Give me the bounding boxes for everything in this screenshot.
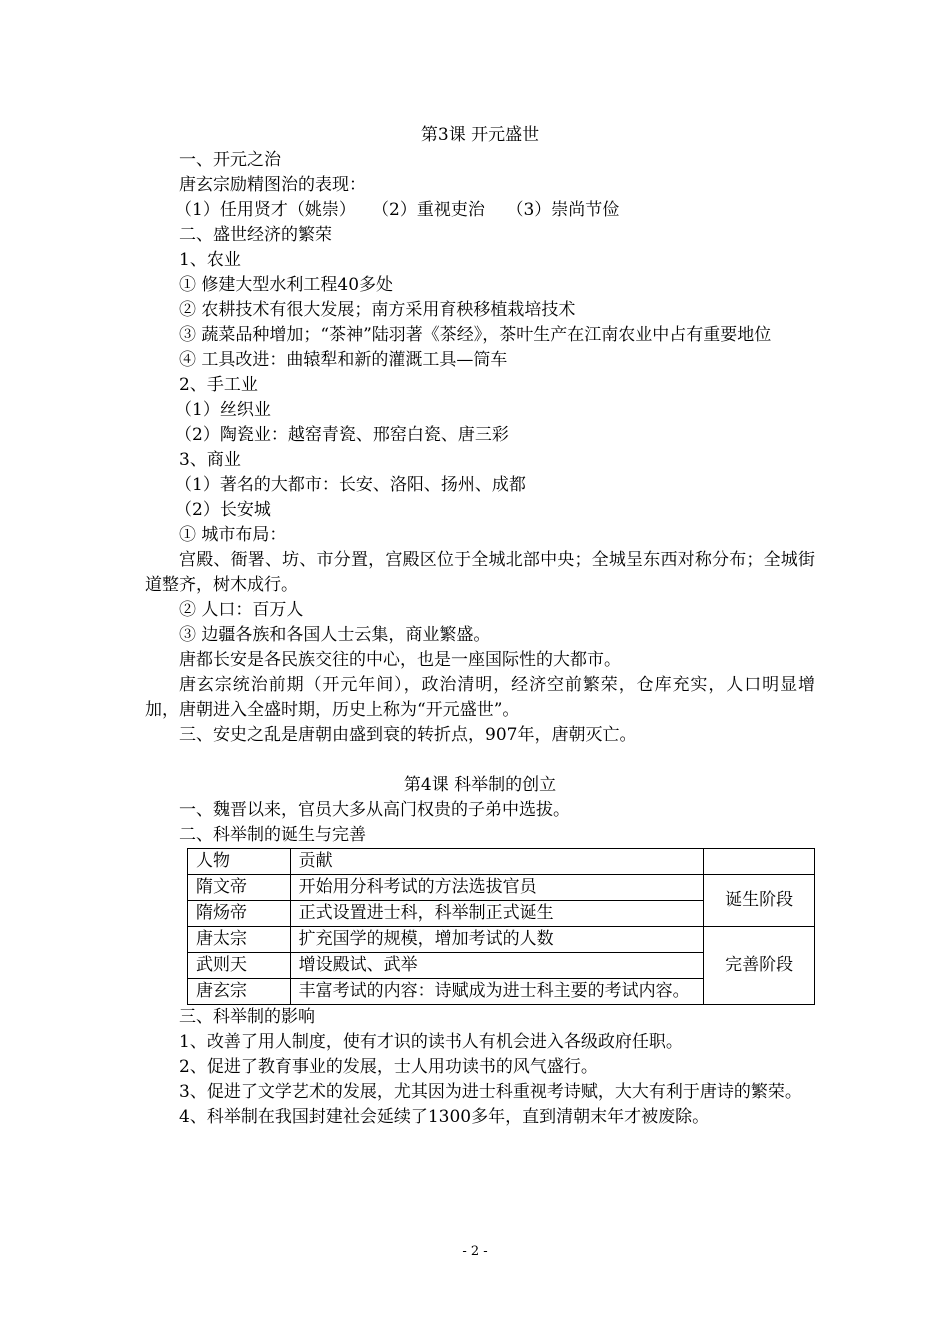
handicraft-item-2: （2）陶瓷业：越窑青瓷、邢窑白瓷、唐三彩 bbox=[175, 425, 509, 445]
commerce-item-1: （1）著名的大都市：长安、洛阳、扬州、成都 bbox=[175, 475, 526, 495]
stage-birth-cell: 诞生阶段 bbox=[704, 875, 815, 927]
table-header-row bbox=[188, 849, 815, 875]
lesson4-section1: 一、魏晋以来，官员大多从高门权贵的子弟中选拔。 bbox=[179, 800, 570, 820]
handicraft-item-1: （1）丝织业 bbox=[175, 400, 271, 420]
stage-improve-cell: 完善阶段 bbox=[704, 927, 815, 1005]
header-stage bbox=[704, 849, 815, 875]
contribution-cell: 增设殿试、武举 bbox=[290, 953, 704, 979]
population-item: ② 人口：百万人 bbox=[179, 600, 304, 620]
peoples-item: ③ 边疆各族和各国人士云集，商业繁盛。 bbox=[179, 625, 491, 645]
lesson3-title: 第3课 开元盛世 bbox=[420, 125, 540, 145]
lesson3-section2-heading: 二、盛世经济的繁荣 bbox=[179, 225, 332, 245]
contribution-cell: 正式设置进士科，科举制正式诞生 bbox=[290, 901, 704, 927]
lesson4-section3-heading: 三、科举制的影响 bbox=[179, 1007, 315, 1027]
person-cell: 隋炀帝 bbox=[188, 901, 291, 927]
contribution-cell: 丰富考试的内容：诗赋成为进士科主要的考试内容。 bbox=[290, 979, 704, 1005]
commerce-heading: 3、商业 bbox=[179, 450, 241, 470]
agriculture-item-3: ③ 蔬菜品种增加；“茶神”陆羽著《茶经》，茶叶生产在江南农业中占有重要地位 bbox=[179, 325, 772, 345]
person-cell: 隋文帝 bbox=[188, 875, 291, 901]
exam-system-table bbox=[187, 848, 815, 1005]
table-row bbox=[188, 927, 815, 953]
person-cell: 唐玄宗 bbox=[188, 979, 291, 1005]
city-layout-heading: ① 城市布局： bbox=[179, 525, 287, 545]
handicraft-heading: 2、手工业 bbox=[179, 375, 258, 395]
lesson3-section1-heading: 一、开元之治 bbox=[179, 150, 281, 170]
impact-item-3: 3、促进了文学艺术的发展，尤其因为进士科重视考诗赋，大大有利于唐诗的繁荣。 bbox=[179, 1082, 802, 1102]
lesson3-section1-items: （1）任用贤才（姚崇） （2）重视吏治 （3）崇尚节俭 bbox=[175, 200, 620, 220]
impact-item-1: 1、改善了用人制度，使有才识的读书人有机会进入各级政府任职。 bbox=[179, 1032, 683, 1052]
table-row bbox=[188, 875, 815, 901]
impact-item-2: 2、促进了教育事业的发展，士人用功读书的风气盛行。 bbox=[179, 1057, 598, 1077]
commerce-item-2: （2）长安城 bbox=[175, 500, 271, 520]
lesson4-title: 第4课 科举制的创立 bbox=[403, 775, 557, 795]
person-cell: 武则天 bbox=[188, 953, 291, 979]
city-layout-text: 宫殿、衙署、坊、市分置，宫殿区位于全城北部中央；全城呈东西对称分布；全城街道整齐，树木成行。 bbox=[145, 550, 815, 595]
agriculture-item-2: ② 农耕技术有很大发展；南方采用育秧移植栽培技术 bbox=[179, 300, 576, 320]
section-gap bbox=[145, 748, 815, 773]
header-contribution: 贡献 bbox=[290, 849, 704, 875]
lesson3-section3: 三、安史之乱是唐朝由盛到衰的转折点，907年，唐朝灭亡。 bbox=[179, 725, 637, 745]
page-content bbox=[145, 123, 815, 1130]
page-number: - 2 - bbox=[462, 1244, 488, 1259]
contribution-cell: 扩充国学的规模，增加考试的人数 bbox=[290, 927, 704, 953]
golden-age-paragraph: 唐玄宗统治前期（开元年间），政治清明，经济空前繁荣，仓库充实，人口明显增加，唐朝进入全盛时期，历史上称为“开元盛世”。 bbox=[145, 675, 815, 720]
capital-summary: 唐都长安是各民族交往的中心，也是一座国际性的大都市。 bbox=[179, 650, 621, 670]
person-cell: 唐太宗 bbox=[188, 927, 291, 953]
contribution-cell: 开始用分科考试的方法选拔官员 bbox=[290, 875, 704, 901]
agriculture-heading: 1、农业 bbox=[179, 250, 241, 270]
lesson4-section2-heading: 二、科举制的诞生与完善 bbox=[179, 825, 366, 845]
lesson3-section1-intro: 唐玄宗励精图治的表现： bbox=[179, 175, 366, 195]
header-person: 人物 bbox=[188, 849, 291, 875]
impact-item-4: 4、科举制在我国封建社会延续了1300多年，直到清朝末年才被废除。 bbox=[179, 1107, 710, 1127]
agriculture-item-1: ① 修建大型水利工程40多处 bbox=[179, 275, 394, 295]
agriculture-item-4: ④ 工具改进：曲辕犁和新的灌溉工具—筒车 bbox=[179, 350, 508, 370]
